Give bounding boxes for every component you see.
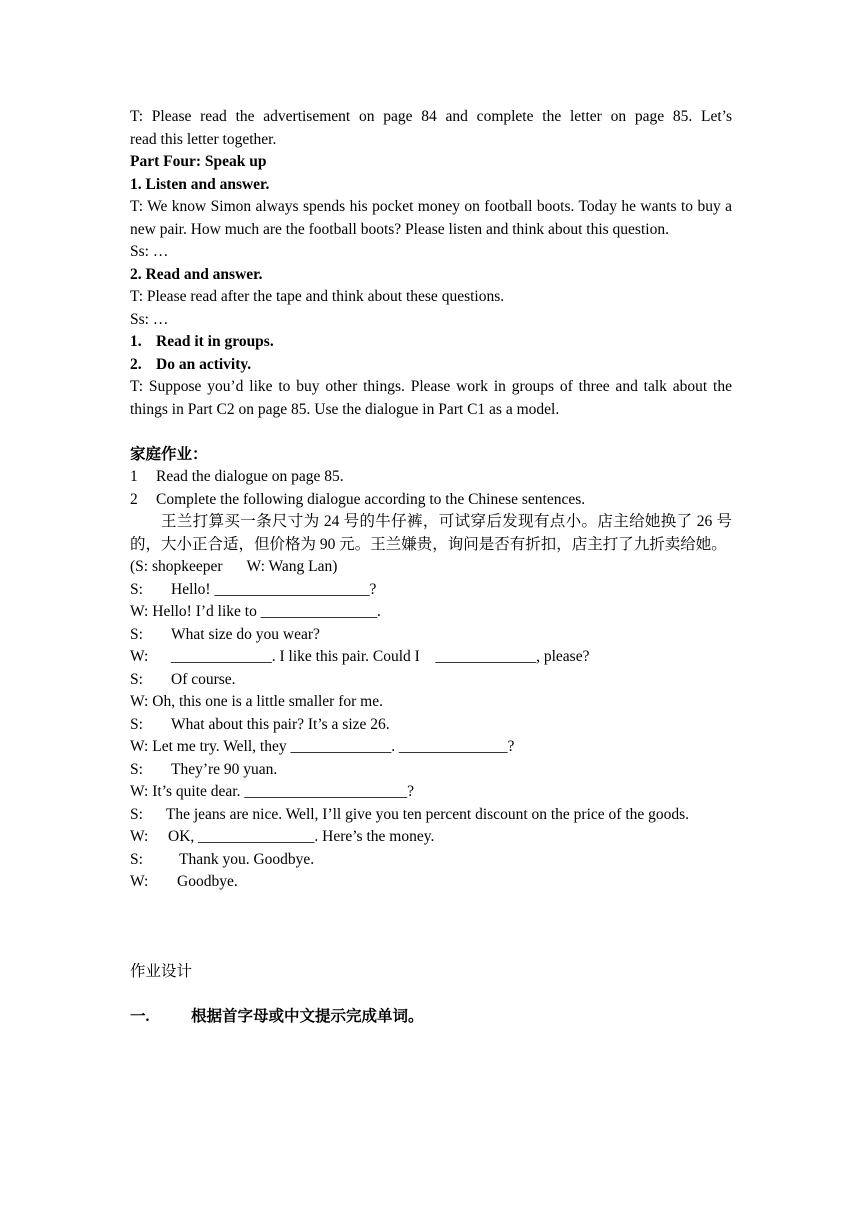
dialogue-line: [130, 781, 732, 804]
dialogue-line: [130, 601, 732, 624]
dialogue-text: Oh, this one is a little smaller for me.: [152, 693, 383, 710]
blank-line: [130, 894, 732, 917]
role-wang-lan: W: Wang Lan): [246, 558, 338, 575]
homework-item-number: 2: [130, 490, 138, 508]
listen-answer-reply: Ss: …: [130, 243, 169, 260]
design-title: 作业设计: [130, 963, 193, 980]
speaker: W:: [130, 648, 149, 665]
dialogue-text: OK, _______________. Here’s the money.: [168, 828, 435, 845]
dialogue-line: [130, 871, 732, 894]
list-item-number: 2.: [130, 355, 142, 373]
dialogue-text: Goodbye.: [177, 873, 238, 890]
listen-answer-text: T: We know Simon always spends his pocket money on football boots. Today he wants to buy a new pair. How much are the football boots? Please listen and think about this question.: [130, 198, 732, 238]
speaker: W:: [130, 783, 149, 800]
dialogue: [130, 579, 732, 804]
read-answer-reply: Ss: …: [130, 310, 169, 328]
dialogue-text: _____________. I like this pair. Could I _____________, please?: [171, 648, 590, 665]
list-item-text: Read it in groups.: [156, 333, 274, 350]
role-shopkeeper: (S: shopkeeper: [130, 558, 223, 575]
homework-item: [130, 466, 732, 489]
dialogue-line: [130, 714, 732, 737]
list-item-text: Do an activity.: [156, 355, 252, 373]
homework-heading: 家庭作业：: [130, 445, 208, 463]
listen-answer-heading: 1. Listen and answer.: [130, 175, 270, 193]
intro-line-1: T: Please read the advertisement on page 84 and complete the letter on page 85. Let’s: [130, 108, 732, 125]
dialogue-text: Of course.: [171, 670, 236, 688]
speaker: S:: [130, 850, 143, 868]
dialogue-text: What size do you wear?: [171, 625, 320, 643]
speaker: W:: [130, 693, 149, 710]
section-text: 根据首字母或中文提示完成单词。: [191, 1008, 424, 1025]
dialogue-text: Let me try. Well, they _____________. ______________?: [152, 738, 515, 755]
blank-line: [130, 916, 732, 939]
dialogue-text: Hello! ____________________?: [171, 580, 377, 598]
speaker: W:: [130, 738, 149, 755]
part-four-heading: Part Four: Speak up: [130, 153, 267, 170]
speaker: S:: [130, 580, 143, 598]
speaker: S:: [130, 715, 143, 733]
section-number: 一.: [130, 1008, 150, 1025]
section-heading: [130, 1006, 732, 1029]
speaker: S:: [130, 760, 143, 778]
homework-item-number: 1: [130, 468, 138, 485]
dialogue-line: [130, 624, 732, 647]
document-body: [130, 106, 732, 1029]
dialogue-text: Hello! I’d like to _______________.: [152, 603, 381, 620]
speaker: S:: [130, 670, 143, 688]
dialogue-line: [130, 691, 732, 714]
dialogue-line: [130, 849, 732, 872]
dialogue-line-discount: S: The jeans are nice. Well, I’ll give you ten percent discount on the price of the goods.: [130, 805, 690, 823]
dialogue-line: [130, 736, 732, 759]
dialogue-line: [130, 759, 732, 782]
dialogue-text: Thank you. Goodbye.: [179, 850, 315, 868]
activity-text: T: Suppose you’d like to buy other things. Please work in groups of three and talk about the things in Part C2 on page 85. Use the dialogue in Part C1 as a model.: [130, 378, 732, 418]
speaker: W:: [130, 603, 149, 620]
blank-line: [130, 939, 732, 962]
blank-line: [130, 421, 732, 444]
chinese-scenario: 王兰打算买一条尺寸为 24 号的牛仔裤，可试穿后发现有点小。店主给她换了 26 号的，大小正合适，但价格为 90 元。王兰嫌贵，询问是否有折扣，店主打了九折卖给她。: [130, 513, 732, 553]
dialogue-line: [130, 826, 732, 849]
intro-line-2: read this letter together.: [130, 130, 277, 148]
homework-item-text: Read the dialogue on page 85.: [156, 468, 344, 485]
list-item: [130, 331, 732, 354]
dialogue-line: [130, 646, 732, 669]
dialogue-text: It’s quite dear. _____________________?: [152, 783, 414, 800]
list-item: [130, 354, 732, 377]
read-answer-text: T: Please read after the tape and think about these questions.: [130, 288, 505, 305]
blank-line: [130, 984, 732, 1007]
speaker: S:: [130, 625, 143, 643]
homework-item-text: Complete the following dialogue according to the Chinese sentences.: [156, 490, 586, 508]
list-item-number: 1.: [130, 333, 142, 350]
read-answer-heading: 2. Read and answer.: [130, 265, 263, 283]
speaker: W:: [130, 828, 149, 845]
dialogue-roles: [130, 556, 732, 579]
dialogue-line: [130, 579, 732, 602]
dialogue-text: They’re 90 yuan.: [171, 760, 278, 778]
dialogue-text: What about this pair? It’s a size 26.: [171, 715, 390, 733]
homework-item: [130, 489, 732, 512]
dialogue-line: [130, 669, 732, 692]
speaker: W:: [130, 873, 149, 890]
